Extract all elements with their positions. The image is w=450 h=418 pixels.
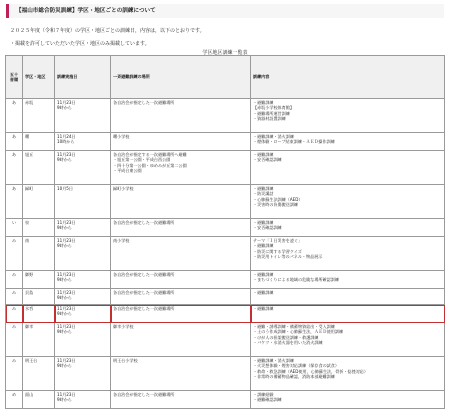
content-line: ・避難確認訓練 xyxy=(253,397,282,403)
district-cell: 赤坂 xyxy=(23,99,55,133)
header-content: 訓練内容 xyxy=(251,56,445,99)
table-body xyxy=(6,99,445,409)
content-line: ・訓練経験 xyxy=(253,392,274,397)
content-cell xyxy=(251,99,445,133)
content-line: ・避難訓練 xyxy=(253,186,274,191)
gojuon-cell: み xyxy=(6,289,23,305)
place-cell xyxy=(111,219,251,237)
date-cell xyxy=(55,151,111,185)
district-cell: 御幸 xyxy=(23,323,55,357)
gojuon-cell: み xyxy=(6,237,23,271)
date-line: 11月23日 xyxy=(57,238,76,243)
content-line: ・避難・誘導訓練・備蓄物資給出・受入訓練 xyxy=(253,324,335,329)
gojuon-cell: み xyxy=(6,323,23,357)
content-cell xyxy=(251,133,445,151)
content-line: ・避難訓練 xyxy=(253,243,274,249)
date-line: 9時から xyxy=(57,295,72,301)
district-cell: 曙 xyxy=(23,133,55,151)
district-cell: 緑町 xyxy=(23,185,55,219)
date-line: 9時から xyxy=(57,243,72,249)
content-line: ・避難訓練・消火訓練 xyxy=(253,358,294,363)
date-cell xyxy=(55,219,111,237)
date-cell xyxy=(55,237,111,271)
gojuon-cell: あ xyxy=(6,99,23,133)
content-cell xyxy=(251,305,445,323)
page-title: 【福山市総合防災訓練】学区・地区ごとの訓練について xyxy=(16,8,156,14)
table-header-row xyxy=(6,56,445,99)
district-cell: 面山 xyxy=(23,391,55,409)
content-line: ・防災に関する学習クイズ xyxy=(253,248,302,254)
content-cell xyxy=(251,391,445,409)
date-line: 11月23日 xyxy=(57,306,76,311)
date-line: 9時から xyxy=(57,157,72,163)
date-line: 9時から xyxy=(57,397,72,403)
district-cell: 明王台 xyxy=(23,357,55,391)
table-row xyxy=(6,391,445,409)
place-line: 明王台小学校 xyxy=(113,358,138,363)
date-line: 11月23日 xyxy=(57,290,76,295)
place-line: 緑町小学校 xyxy=(113,186,134,191)
header-place: 一斉避難訓練の場所 xyxy=(111,56,251,99)
content-line: ・煙体験・ロープ結束訓練・ＡＥＤ操作訓練 xyxy=(253,139,335,145)
date-line: 10月5日 xyxy=(57,186,74,191)
table-caption: 学区地区訓練一覧表 xyxy=(202,50,248,56)
place-line: 御幸小学校 xyxy=(113,324,134,329)
table-row xyxy=(6,237,445,271)
content-line: テーマ「１日災害を凌ぐ」 xyxy=(253,238,303,243)
content-line: ・避難訓練 xyxy=(253,100,274,105)
district-cell: 泉 xyxy=(23,219,55,237)
content-cell xyxy=(251,151,445,185)
content-line: 【赤坂小学校体育館】 xyxy=(253,105,294,111)
content-line: ・非常時の備蓄物品確認，消防本部避難訓練 xyxy=(253,373,335,379)
content-line: ・バケツ・水消火器を用いた消火訓練 xyxy=(253,339,323,345)
date-line: 11月23日 xyxy=(57,272,76,277)
content-line: ・災害時の負傷搬送訓練 xyxy=(253,201,299,207)
header-date: 訓練実施日 xyxy=(55,56,111,99)
date-cell xyxy=(55,391,111,409)
date-line: 11月23日 xyxy=(57,100,76,105)
header-gojuon: 五十音順 xyxy=(6,56,23,99)
place-cell xyxy=(111,323,251,357)
place-cell xyxy=(111,151,251,185)
place-cell xyxy=(111,237,251,271)
place-line: 各自治会が指定した一次避難場所 xyxy=(113,306,175,311)
date-cell xyxy=(55,289,111,305)
content-line: ・心肺蘇生法訓練（AED） xyxy=(253,196,303,202)
gojuon-cell: あ xyxy=(6,151,23,185)
date-line: 9時から xyxy=(57,363,72,369)
place-cell xyxy=(111,357,251,391)
date-cell xyxy=(55,185,111,219)
date-line: 9時から xyxy=(57,329,72,335)
table-row xyxy=(6,357,445,391)
date-cell xyxy=(55,305,111,323)
content-cell xyxy=(251,271,445,289)
date-line: 10時から xyxy=(57,139,75,145)
date-cell xyxy=(55,323,111,357)
table-row xyxy=(6,185,445,219)
gojuon-cell: み xyxy=(6,357,23,391)
place-cell xyxy=(111,185,251,219)
content-cell xyxy=(251,237,445,271)
district-cell: 御野 xyxy=(23,271,55,289)
place-line: ・四十分第一公園・ゆめみが丘第二公園 xyxy=(113,162,187,168)
content-line: ・安否確認訓練 xyxy=(253,157,282,163)
content-line: ・避難場所運営訓練 xyxy=(253,110,290,116)
place-line: 南小学校 xyxy=(113,238,130,243)
content-cell xyxy=(251,323,445,357)
date-line: 9時から xyxy=(57,277,72,283)
district-cell: 旭丘 xyxy=(23,151,55,185)
place-cell xyxy=(111,289,251,305)
content-line: ・防災用トイレ等のパネル・物品展示 xyxy=(253,253,323,259)
place-cell xyxy=(111,391,251,409)
content-line: ・避難訓練 xyxy=(253,306,274,311)
content-line: ・避難訓練・消火訓練 xyxy=(253,134,294,139)
content-cell xyxy=(251,289,445,305)
place-cell xyxy=(111,271,251,289)
gojuon-cell: あ xyxy=(6,185,23,219)
content-line: ・土のう作成訓練・心肺蘇生法，ＡＥＤ使用訓練 xyxy=(253,329,344,335)
place-line: 各自治会が指定した一次避難場所 xyxy=(113,272,175,277)
place-line: 各自治会が指定する一次避難場所へ避難 xyxy=(113,152,187,157)
date-cell xyxy=(55,99,111,133)
table-row xyxy=(6,323,445,357)
table-row xyxy=(6,305,445,323)
gojuon-cell: み xyxy=(6,305,23,323)
date-line: 11月23日 xyxy=(57,152,76,157)
gojuon-cell: い xyxy=(6,219,23,237)
date-line: 9時から xyxy=(57,311,72,317)
content-line: ・資器材設置訓練 xyxy=(253,115,286,121)
place-line: 曙小学校 xyxy=(113,134,130,139)
title-bar xyxy=(6,4,444,18)
place-line: ・平成台東公園 xyxy=(113,167,142,173)
content-cell xyxy=(251,185,445,219)
table-row xyxy=(6,289,445,305)
place-cell xyxy=(111,305,251,323)
intro-text: ２０２５年度（令和７年度）の学区・地区ごとの訓練日，内容は，以下のとおりです。 xyxy=(10,28,205,34)
place-line: ・旭丘第一公園・平成台西公園 xyxy=(113,157,171,163)
date-line: 11月23日 xyxy=(57,392,76,397)
gojuon-cell: め xyxy=(6,391,23,409)
table-row xyxy=(6,151,445,185)
date-line: 9時から xyxy=(57,105,72,111)
content-line: ・けが人の担架搬送訓練・救護訓練 xyxy=(253,334,319,340)
date-line: 11月23日 xyxy=(57,220,76,225)
district-cell: 水呑 xyxy=(23,305,55,323)
content-line: ・避難訓練 xyxy=(253,272,274,277)
date-line: 11月24日 xyxy=(57,134,76,139)
place-line: 各自治会が指定した一次避難場所 xyxy=(113,290,175,295)
table-row xyxy=(6,99,445,133)
content-line: ・救命・救急訓練（AED使用，心肺蘇生法，骨折・捻挫対応） xyxy=(253,368,368,374)
date-line: 11月23日 xyxy=(57,324,76,329)
content-line: ・避難訓練 xyxy=(253,290,274,295)
header-district: 学区・地区 xyxy=(23,56,55,99)
place-line: 各自治会が指定した一次避難場所 xyxy=(113,392,175,397)
table-row xyxy=(6,219,445,237)
place-cell xyxy=(111,133,251,151)
content-line: ・避難訓練 xyxy=(253,152,274,157)
content-line: ・安否確認訓練 xyxy=(253,225,282,231)
date-line: 9時から xyxy=(57,225,72,231)
district-cell: 貝島 xyxy=(23,289,55,305)
content-cell xyxy=(251,357,445,391)
place-line: 各自治会が指定した一次避難場所 xyxy=(113,100,175,105)
date-cell xyxy=(55,271,111,289)
table-row xyxy=(6,133,445,151)
district-cell: 南 xyxy=(23,237,55,271)
date-line: 11月23日 xyxy=(57,358,76,363)
content-cell xyxy=(251,219,445,237)
place-cell xyxy=(111,99,251,133)
date-cell xyxy=(55,357,111,391)
drill-schedule-table xyxy=(5,55,445,409)
notice-text: ・掲載を許可していただいた学区・地区のみ掲載しています。 xyxy=(10,41,150,47)
content-line: ・避難訓練 xyxy=(253,220,274,225)
place-line: 各自治会が指定した一次避難場所 xyxy=(113,220,175,225)
gojuon-cell: み xyxy=(6,271,23,289)
content-line: ・防災講話 xyxy=(253,191,274,197)
content-line: ・火災想体験・煙害対応訓練（保存食の試食） xyxy=(253,363,339,369)
gojuon-cell: あ xyxy=(6,133,23,151)
date-cell xyxy=(55,133,111,151)
content-line: ・まちづくりによる地域の危険な場所確認訓練 xyxy=(253,277,339,283)
table-row xyxy=(6,271,445,289)
